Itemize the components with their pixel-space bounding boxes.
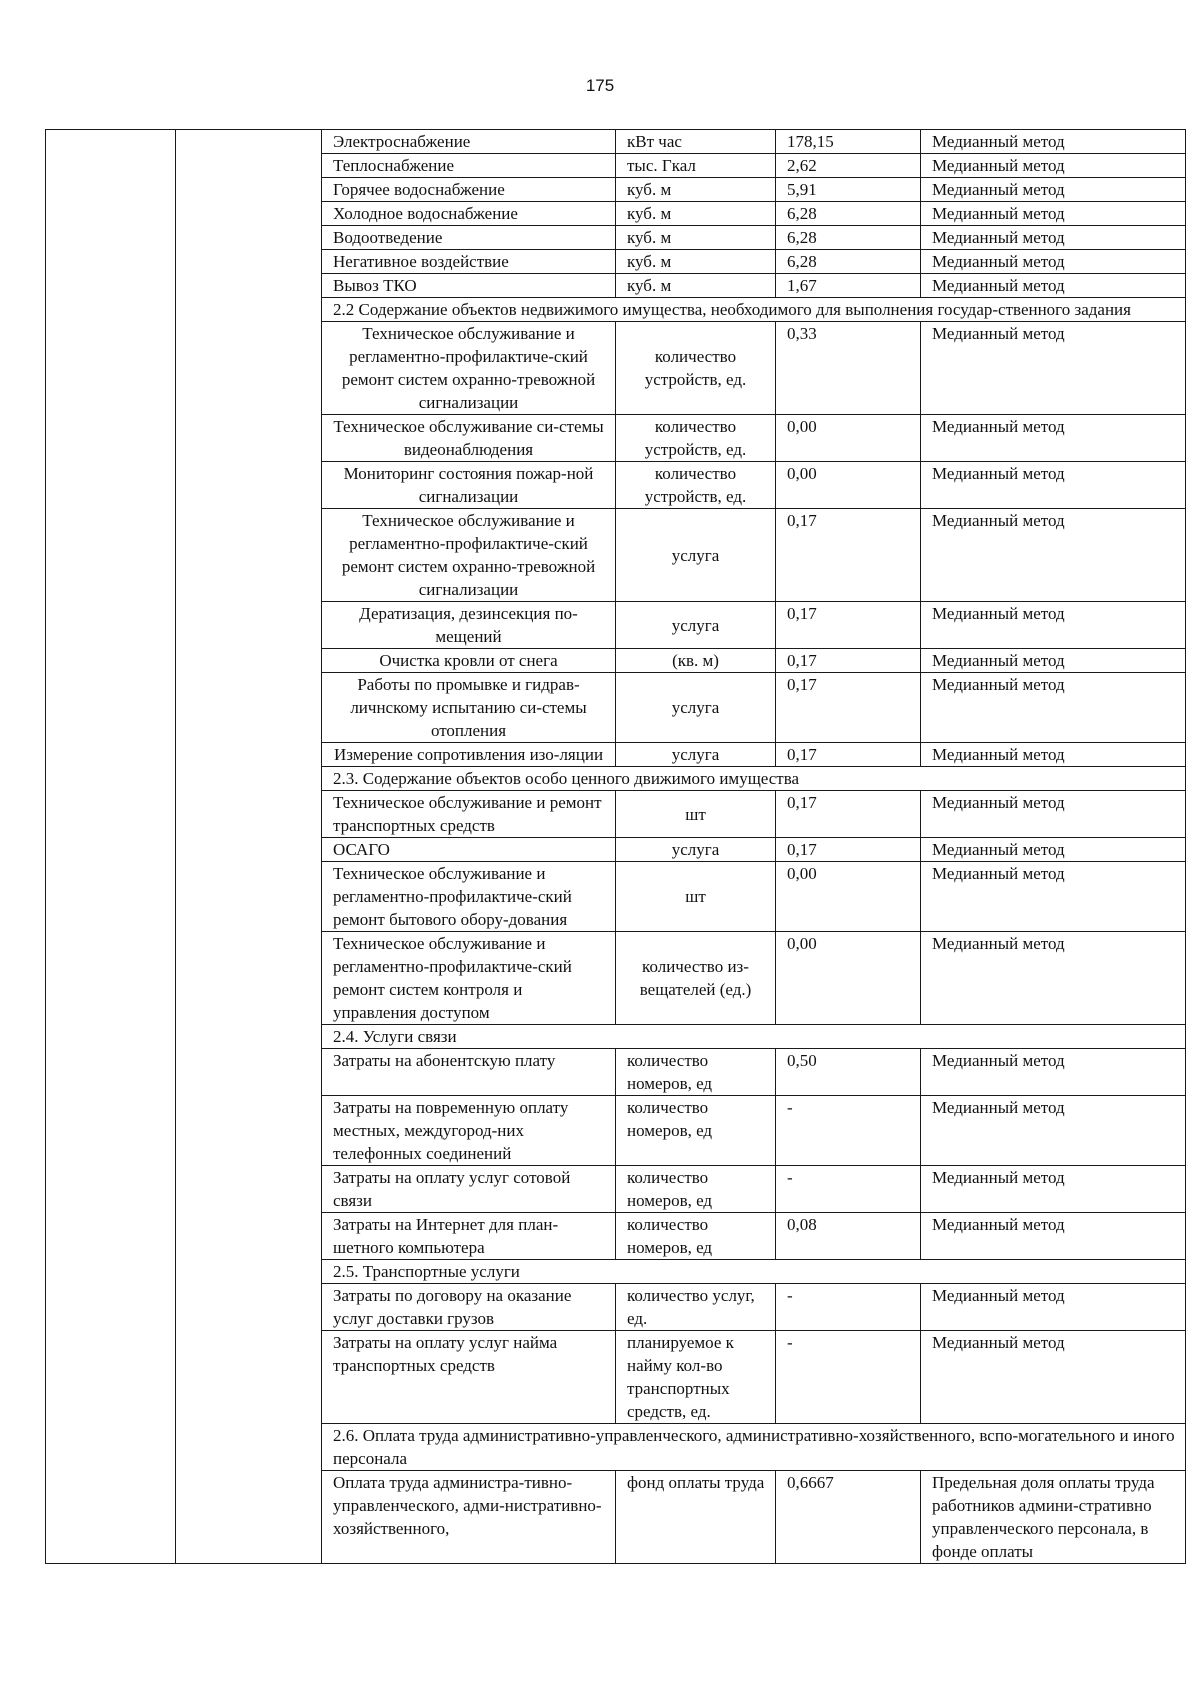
method-cell: Медианный метод: [921, 1166, 1186, 1213]
unit-cell: количество услуг, ед.: [616, 1284, 776, 1331]
method-cell: Медианный метод: [921, 1284, 1186, 1331]
section-title: 2.2 Содержание объектов недвижимого имущества, необходимого для выполнения государ-ственного задания: [322, 298, 1186, 322]
unit-cell: услуга: [616, 602, 776, 649]
unit-cell: количество номеров, ед: [616, 1096, 776, 1166]
norm-value-cell: 2,62: [776, 154, 921, 178]
unit-cell: услуга: [616, 838, 776, 862]
item-name-cell: Затраты на абонентскую плату: [322, 1049, 616, 1096]
item-name-cell: Техническое обслуживание и регламентно-профилактиче-ский ремонт систем контроля и управления доступом: [322, 932, 616, 1025]
item-name-cell: Электроснабжение: [322, 130, 616, 154]
item-name-cell: Затраты на повременную оплату местных, междугород-них телефонных соединений: [322, 1096, 616, 1166]
unit-cell: шт: [616, 862, 776, 932]
method-cell: Медианный метод: [921, 932, 1186, 1025]
norm-value-cell: 5,91: [776, 178, 921, 202]
norm-value-cell: -: [776, 1331, 921, 1424]
unit-cell: количество устройств, ед.: [616, 462, 776, 509]
norm-value-cell: 0,17: [776, 743, 921, 767]
item-name-cell: Работы по промывке и гидрав-личнскому испытанию си-стемы отопления: [322, 673, 616, 743]
item-name-cell: Водоотведение: [322, 226, 616, 250]
blank-col-1: [46, 130, 176, 1564]
section-title: 2.5. Транспортные услуги: [322, 1260, 1186, 1284]
unit-cell: услуга: [616, 673, 776, 743]
unit-cell: количество устройств, ед.: [616, 415, 776, 462]
item-name-cell: Теплоснабжение: [322, 154, 616, 178]
unit-cell: куб. м: [616, 178, 776, 202]
item-name-cell: Дератизация, дезинсекция по-мещений: [322, 602, 616, 649]
method-cell: Медианный метод: [921, 154, 1186, 178]
norm-value-cell: 0,00: [776, 462, 921, 509]
unit-cell: количество из-вещателей (ед.): [616, 932, 776, 1025]
method-cell: Медианный метод: [921, 202, 1186, 226]
unit-cell: услуга: [616, 743, 776, 767]
method-cell: Медианный метод: [921, 509, 1186, 602]
method-cell: Медианный метод: [921, 415, 1186, 462]
unit-cell: количество номеров, ед: [616, 1049, 776, 1096]
item-name-cell: Негативное воздействие: [322, 250, 616, 274]
method-cell: Медианный метод: [921, 862, 1186, 932]
method-cell: Медианный метод: [921, 462, 1186, 509]
norm-value-cell: 0,33: [776, 322, 921, 415]
unit-cell: кВт час: [616, 130, 776, 154]
unit-cell: количество номеров, ед: [616, 1213, 776, 1260]
unit-cell: (кв. м): [616, 649, 776, 673]
item-name-cell: Затраты по договору на оказание услуг доставки грузов: [322, 1284, 616, 1331]
section-title: 2.6. Оплата труда административно-управленческого, административно-хозяйственного, вспо-могательного и иного персонала: [322, 1424, 1186, 1471]
norm-value-cell: 0,50: [776, 1049, 921, 1096]
method-cell: Медианный метод: [921, 178, 1186, 202]
norm-value-cell: -: [776, 1284, 921, 1331]
method-cell: Медианный метод: [921, 1049, 1186, 1096]
unit-cell: планируемое к найму кол-во транспортных средств, ед.: [616, 1331, 776, 1424]
item-name-cell: Очистка кровли от снега: [322, 649, 616, 673]
item-name-cell: Мониторинг состояния пожар-ной сигнализации: [322, 462, 616, 509]
unit-cell: тыс. Гкал: [616, 154, 776, 178]
item-name-cell: Затраты на Интернет для план-шетного компьютера: [322, 1213, 616, 1260]
item-name-cell: Техническое обслуживание си-стемы видеонаблюдения: [322, 415, 616, 462]
blank-col-2: [176, 130, 322, 1564]
norm-value-cell: 0,17: [776, 673, 921, 743]
norm-value-cell: 6,28: [776, 202, 921, 226]
unit-cell: фонд оплаты труда: [616, 1471, 776, 1564]
item-name-cell: Горячее водоснабжение: [322, 178, 616, 202]
norm-value-cell: 0,17: [776, 509, 921, 602]
norm-value-cell: 6,28: [776, 250, 921, 274]
item-name-cell: Техническое обслуживание и регламентно-профилактиче-ский ремонт систем охранно-тревожной сигнализации: [322, 322, 616, 415]
norm-value-cell: 0,17: [776, 602, 921, 649]
section-title: 2.4. Услуги связи: [322, 1025, 1186, 1049]
page-number: 175: [585, 76, 615, 95]
norm-value-cell: 1,67: [776, 274, 921, 298]
section-title: 2.3. Содержание объектов особо ценного движимого имущества: [322, 767, 1186, 791]
method-cell: Медианный метод: [921, 602, 1186, 649]
norm-value-cell: 0,00: [776, 932, 921, 1025]
unit-cell: количество устройств, ед.: [616, 322, 776, 415]
norm-value-cell: -: [776, 1096, 921, 1166]
method-cell: Медианный метод: [921, 274, 1186, 298]
norm-value-cell: 0,17: [776, 649, 921, 673]
norm-value-cell: 0,17: [776, 791, 921, 838]
unit-cell: количество номеров, ед: [616, 1166, 776, 1213]
method-cell: Медианный метод: [921, 1213, 1186, 1260]
norm-value-cell: 6,28: [776, 226, 921, 250]
item-name-cell: Измерение сопротивления изо-ляции: [322, 743, 616, 767]
norm-value-cell: 0,6667: [776, 1471, 921, 1564]
item-name-cell: Вывоз ТКО: [322, 274, 616, 298]
item-name-cell: Техническое обслуживание и регламентно-профилактиче-ский ремонт бытового обору-дования: [322, 862, 616, 932]
norm-value-cell: -: [776, 1166, 921, 1213]
item-name-cell: ОСАГО: [322, 838, 616, 862]
method-cell: Медианный метод: [921, 743, 1186, 767]
method-cell: Медианный метод: [921, 130, 1186, 154]
method-cell: Предельная доля оплаты труда работников админи-стративно управленческого персонала, в фонде оплаты: [921, 1471, 1186, 1564]
method-cell: Медианный метод: [921, 250, 1186, 274]
method-cell: Медианный метод: [921, 226, 1186, 250]
item-name-cell: Холодное водоснабжение: [322, 202, 616, 226]
item-name-cell: Техническое обслуживание и регламентно-профилактиче-ский ремонт систем охранно-тревожной сигнализации: [322, 509, 616, 602]
method-cell: Медианный метод: [921, 322, 1186, 415]
norm-value-cell: 178,15: [776, 130, 921, 154]
method-cell: Медианный метод: [921, 838, 1186, 862]
method-cell: Медианный метод: [921, 673, 1186, 743]
cost-norms-table: [45, 129, 1186, 1564]
method-cell: Медианный метод: [921, 1331, 1186, 1424]
item-name-cell: Затраты на оплату услуг сотовой связи: [322, 1166, 616, 1213]
norm-value-cell: 0,00: [776, 862, 921, 932]
unit-cell: куб. м: [616, 274, 776, 298]
method-cell: Медианный метод: [921, 791, 1186, 838]
item-name-cell: Оплата труда администра-тивно-управленческого, адми-нистративно-хозяйственного,: [322, 1471, 616, 1564]
unit-cell: шт: [616, 791, 776, 838]
norm-value-cell: 0,08: [776, 1213, 921, 1260]
unit-cell: куб. м: [616, 250, 776, 274]
norm-value-cell: 0,00: [776, 415, 921, 462]
unit-cell: куб. м: [616, 202, 776, 226]
unit-cell: куб. м: [616, 226, 776, 250]
table-row: [46, 130, 1186, 154]
norm-value-cell: 0,17: [776, 838, 921, 862]
method-cell: Медианный метод: [921, 649, 1186, 673]
unit-cell: услуга: [616, 509, 776, 602]
method-cell: Медианный метод: [921, 1096, 1186, 1166]
item-name-cell: Затраты на оплату услуг найма транспортных средств: [322, 1331, 616, 1424]
item-name-cell: Техническое обслуживание и ремонт транспортных средств: [322, 791, 616, 838]
